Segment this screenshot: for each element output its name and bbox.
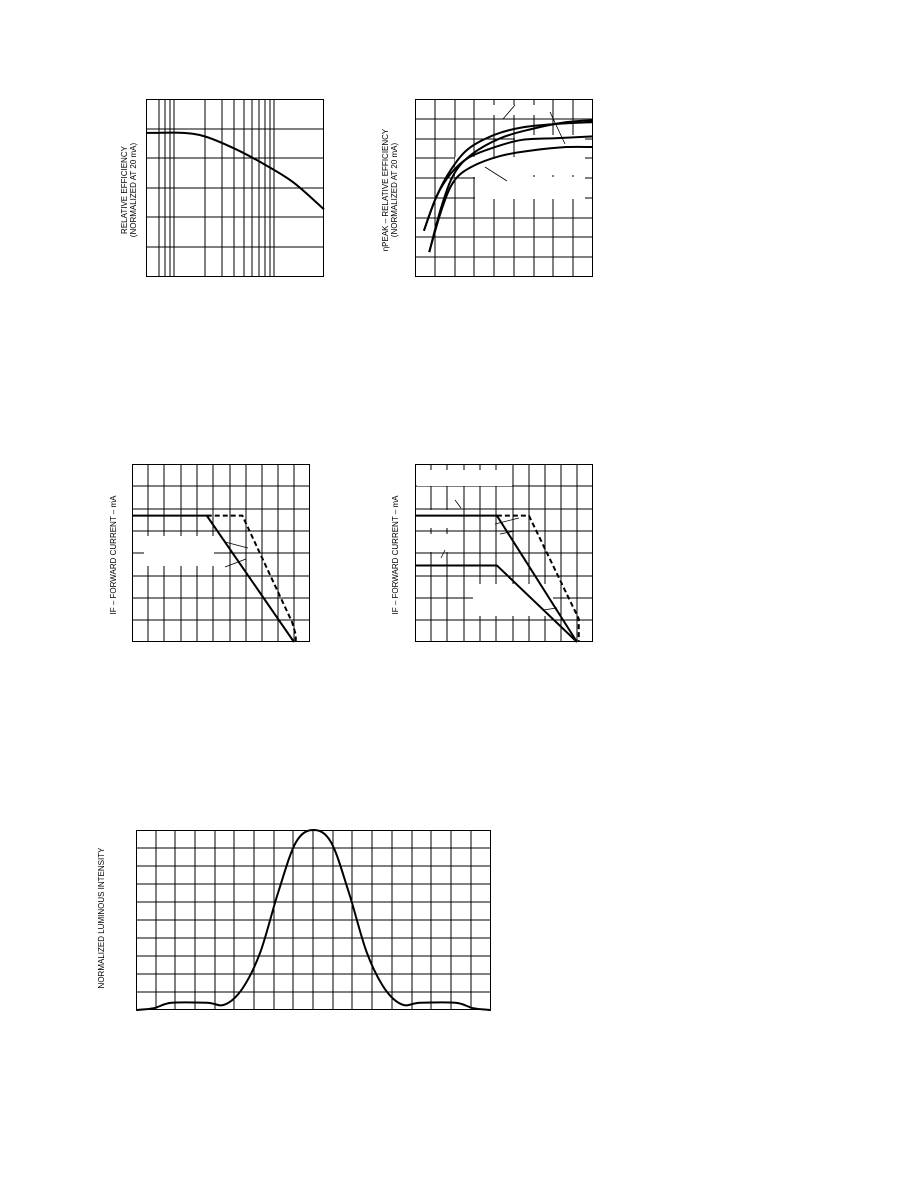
label-mask xyxy=(473,584,553,616)
series-line-1 xyxy=(146,133,324,210)
chart3-y-axis-label: IF – FORWARD CURRENT – mA xyxy=(109,495,118,615)
label-mask xyxy=(427,510,457,528)
grid xyxy=(136,830,491,1010)
chart5-y-axis-label: NORMALIZED LUMINOUS INTENSITY xyxy=(97,847,106,989)
label-mask xyxy=(475,105,535,115)
label-mask xyxy=(144,536,214,566)
label-mask xyxy=(515,135,585,175)
label-mask xyxy=(427,534,457,552)
luminous-intensity-chart xyxy=(136,830,491,1010)
label-mask xyxy=(417,470,512,486)
annotation-leader xyxy=(225,559,246,567)
chart4-y-axis-label: IF – FORWARD CURRENT – mA xyxy=(391,495,400,615)
chart1-y-axis-label: RELATIVE EFFICIENCY (NORMALIZED AT 20 mA) xyxy=(120,142,138,238)
peak-relative-efficiency-chart xyxy=(415,99,593,277)
forward-current-derating-chart-1 xyxy=(132,464,310,642)
grid xyxy=(146,99,324,277)
forward-current-derating-chart-2 xyxy=(415,464,593,642)
chart2-y-axis-label: ηPEAK – RELATIVE EFFICIENCY (NORMALIZED AT 20 mA) xyxy=(381,128,399,252)
annotation-leader xyxy=(455,500,461,508)
relative-efficiency-chart xyxy=(146,99,324,277)
label-mask xyxy=(475,177,585,199)
